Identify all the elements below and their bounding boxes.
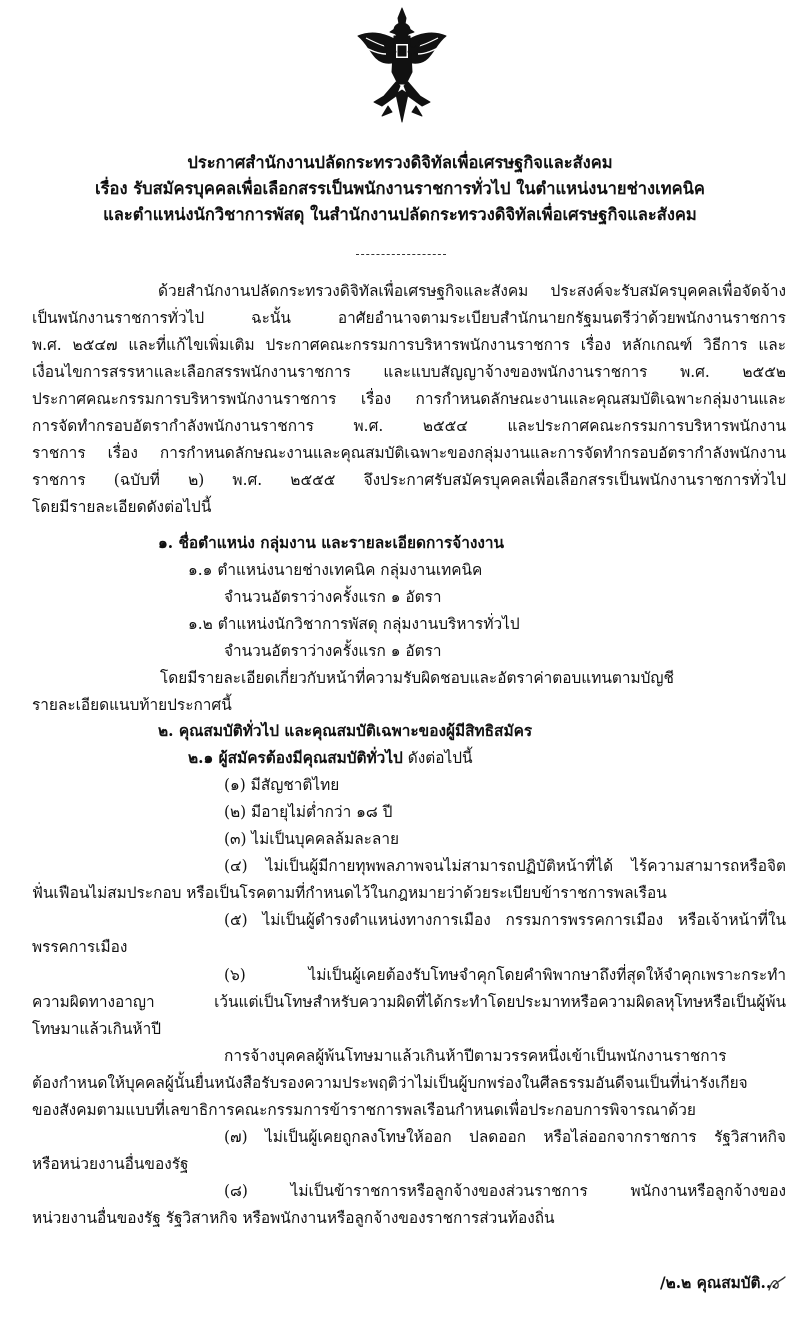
intro-line: ราชการ (ฉบับที่ ๒) พ.ศ. ๒๕๕๕ จึงประกาศรับสมัครบุคคลเพื่อเลือกสรรเป็นพนักงานราชการทั่วไป [32,471,786,489]
section-1-detail-cont: รายละเอียดแนบท้ายประกาศนี้ [32,696,232,714]
subsection-2-1-rest: ดังต่อไปนี้ [402,749,473,767]
qualification-8: (๘) ไม่เป็นข้าราชการหรือลูกจ้างของส่วนราชการ พนักงานหรือลูกจ้างของ [224,1182,786,1200]
section-2-heading: ๒. คุณสมบัติทั่วไป และคุณสมบัติเฉพาะของผู้มีสิทธิสมัคร [158,722,533,740]
qualification-note-cont: ต้องกำหนดให้บุคคลผู้นั้นยื่นหนังสือรับรองความประพฤติว่าไม่เป็นผู้บกพร่องในศีลธรรมอันดีจนเป็นที่น่ารังเกียจ [32,1074,748,1092]
qualification-7: (๗) ไม่เป็นผู้เคยถูกลงโทษให้ออก ปลดออก หรือไล่ออกจากราชการ รัฐวิสาหกิจ [224,1128,786,1146]
qualification-6-cont: ความผิดทางอาญา เว้นแต่เป็นโทษสำหรับความผิดที่ได้กระทำโดยประมาทหรือความผิดลหุโทษหรือเป็นผู้พ้น [32,993,786,1011]
position-1-2-rate: จำนวนอัตราว่างครั้งแรก ๑ อัตรา [224,642,442,660]
intro-line: โดยมีรายละเอียดดังต่อไปนี้ [32,498,212,516]
qualification-8-cont: หน่วยงานอื่นของรัฐ รัฐวิสาหกิจ หรือพนักงานหรือลูกจ้างของราชการส่วนท้องถิ่น [32,1209,555,1227]
qualification-3: (๓) ไม่เป็นบุคคลล้มละลาย [224,830,400,848]
qualification-1: (๑) มีสัญชาติไทย [224,776,340,794]
intro-line: พ.ศ. ๒๕๔๗ และที่แก้ไขเพิ่มเติม ประกาศคณะกรรมการบริหารพนักงานราชการ เรื่อง หลักเกณฑ์ วิธีการ และ [32,336,786,354]
qualification-7-cont: หรือหน่วยงานอื่นของรัฐ [32,1155,189,1173]
qualification-5-cont: พรรคการเมือง [32,938,128,956]
qualification-2: (๒) มีอายุไม่ต่ำกว่า ๑๘ ปี [224,803,393,821]
qualification-note-cont: ของสังคมตามแบบที่เลขาธิการคณะกรรมการข้าราชการพลเรือนกำหนดเพื่อประกอบการพิจารณาด้วย [32,1101,696,1119]
page-continuation: /๒.๒ คุณสมบัติ... [660,1274,777,1292]
position-1-1: ๑.๑ ตำแหน่งนายช่างเทคนิค กลุ่มงานเทคนิค [188,561,483,579]
section-1-heading: ๑. ชื่อตำแหน่ง กลุ่มงาน และรายละเอียดการจ้างงาน [158,534,505,552]
qualification-6-cont: โทษมาแล้วเกินห้าปี [32,1020,161,1038]
position-1-2: ๑.๒ ตำแหน่งนักวิชาการพัสดุ กลุ่มงานบริหารทั่วไป [188,615,520,633]
qualification-note: การจ้างบุคคลผู้พ้นโทษมาแล้วเกินห้าปีตามวรรคหนึ่งเข้าเป็นพนักงานราชการ [224,1047,727,1065]
intro-line: ประกาศคณะกรรมการบริหารพนักงานราชการ เรื่อง การกำหนดลักษณะงานและคุณสมบัติเฉพาะกลุ่มงานและ [32,390,786,408]
announcement-subject: เรื่อง รับสมัครบุคคลเพื่อเลือกสรรเป็นพนักงานราชการทั่วไป ในตำแหน่งนายช่างเทคนิค [95,179,705,198]
qualification-4: (๔) ไม่เป็นผู้มีกายทุพพลภาพจนไม่สามารถปฏิบัติหน้าที่ได้ ไร้ความสามารถหรือจิต [224,857,786,875]
intro-line: ด้วยสำนักงานปลัดกระทรวงดิจิทัลเพื่อเศรษฐกิจและสังคม ประสงค์จะรับสมัครบุคคลเพื่อจัดจ้าง [158,282,786,300]
position-1-1-rate: จำนวนอัตราว่างครั้งแรก ๑ อัตรา [224,588,442,606]
subsection-2-1-title: ๒.๑ ผู้สมัครต้องมีคุณสมบัติทั่วไป [188,749,403,767]
title-divider [356,254,446,255]
qualification-6: (๖) ไม่เป็นผู้เคยต้องรับโทษจำคุกโดยคำพิพากษาถึงที่สุดให้จำคุกเพราะกระทำ [224,966,786,984]
intro-line: การจัดทำกรอบอัตรากำลังพนักงานราชการ พ.ศ. ๒๕๕๔ และประกาศคณะกรรมการบริหารพนักงาน [32,417,786,435]
section-1-detail: โดยมีรายละเอียดเกี่ยวกับหน้าที่ความรับผิดชอบและอัตราค่าตอบแทนตามบัญชี [160,669,674,687]
intro-line: ราชการ เรื่อง การกำหนดลักษณะงานและคุณสมบัติเฉพาะของกลุ่มงานและการจัดทำกรอบอัตรากำลังพนักงาน [32,444,786,462]
intro-line: เงื่อนไขการสรรหาและเลือกสรรพนักงานราชการ และแบบสัญญาจ้างของพนักงานราชการ พ.ศ. ๒๕๕๒ [32,363,786,381]
announcement-subject-cont: และตำแหน่งนักวิชาการพัสดุ ในสำนักงานปลัดกระทรวงดิจิทัลเพื่อเศรษฐกิจและสังคม [103,205,697,224]
qualification-4-cont: ฟั่นเฟือนไม่สมประกอบ หรือเป็นโรคตามที่กำหนดไว้ในกฎหมายว่าด้วยระเบียบข้าราชการพลเรือน [32,884,667,902]
subsection-2-1 [188,745,473,771]
handwritten-initial-icon [766,1274,788,1294]
announcement-title: ประกาศสำนักงานปลัดกระทรวงดิจิทัลเพื่อเศรษฐกิจและสังคม [187,153,613,172]
garuda-emblem-icon [352,6,452,124]
intro-line: เป็นพนักงานราชการทั่วไป ฉะนั้น อาศัยอำนาจตามระเบียบสำนักนายกรัฐมนตรีว่าด้วยพนักงานราชการ [32,309,786,327]
qualification-5: (๕) ไม่เป็นผู้ดำรงตำแหน่งทางการเมือง กรรมการพรรคการเมือง หรือเจ้าหน้าที่ใน [224,911,786,929]
